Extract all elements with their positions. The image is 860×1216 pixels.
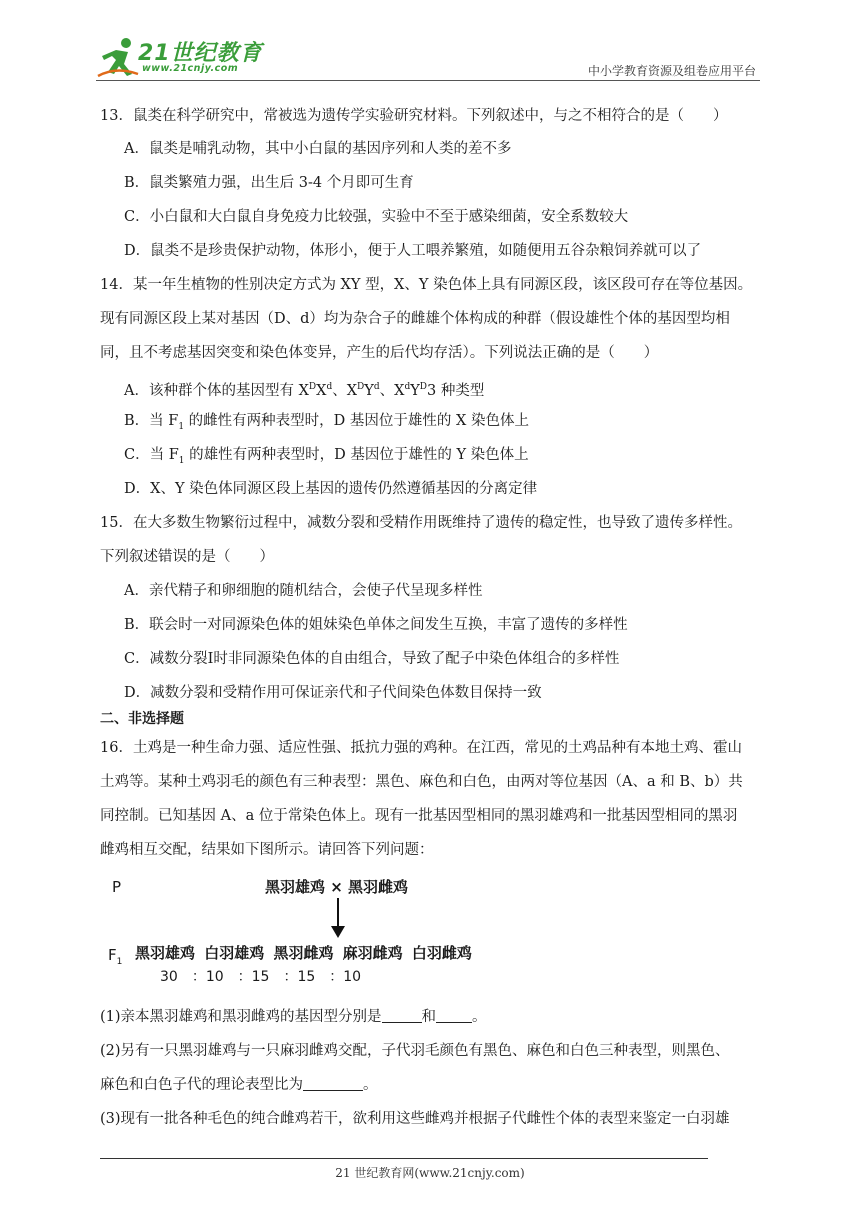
q16-sub2-line1: (2)另有一只黑羽雄鸡与一只麻羽雌鸡交配，子代羽毛颜色有黑色、麻色和白色三种表型，则黑色、 bbox=[100, 1043, 730, 1059]
q15-option-c: C．减数分裂Ⅰ时非同源染色体的自由组合，导致了配子中染色体组合的多样性 bbox=[124, 651, 620, 667]
q15-option-d: D．减数分裂和受精作用可保证亲代和子代间染色体数目保持一致 bbox=[124, 685, 542, 701]
q13-option-c: C．小白鼠和大白鼠自身免疫力比较强，实验中不至于感染细菌，安全系数较大 bbox=[124, 209, 629, 225]
cross-diagram bbox=[100, 870, 560, 990]
q14-option-a: A．该种群个体的基因型有 $X^DX^d$、$X^DY^d$、$X^dY^D3$ 种类型 bbox=[124, 382, 485, 399]
logo-text: 21世纪教育 bbox=[138, 41, 263, 66]
q14-stem-line2: 现有同源区段上某对基因（D、d）均为杂合子的雌雄个体构成的种群（假设雄性个体的基因型均相 bbox=[100, 311, 730, 327]
q15-stem-line2: 下列叙述错误的是（ ） bbox=[100, 549, 274, 565]
parent-cross: 黑羽雄鸡 × 黑羽雌鸡 bbox=[265, 878, 409, 896]
section-heading: 二、非选择题 bbox=[100, 711, 184, 727]
platform-label: 中小学教育资源及组卷应用平台 bbox=[587, 64, 756, 78]
q15-option-b: B．联会时一对同源染色体的姐妹染色单体之间发生互换，丰富了遗传的多样性 bbox=[124, 617, 628, 633]
f1-ratio: 30 ：10 ：15 ：15 ：10 bbox=[160, 969, 362, 985]
footer-divider bbox=[100, 1158, 708, 1159]
answer-blank[interactable] bbox=[382, 1008, 422, 1023]
f1-label: $F_1$ bbox=[108, 946, 123, 967]
q15-stem-line1: 15．在大多数生物繁衍过程中，减数分裂和受精作用既维持了遗传的稳定性，也导致了遗传多样性。 bbox=[100, 515, 742, 531]
q13-stem: 13．鼠类在科学研究中，常被选为遗传学实验研究材料。下列叙述中，与之不相符合的是（ ） bbox=[100, 108, 728, 124]
f1-phenotypes: 黑羽雄鸡 白羽雄鸡 黑羽雌鸡 麻羽雌鸡 白羽雌鸡 bbox=[135, 944, 472, 962]
page-header bbox=[96, 34, 760, 82]
q16-stem-line1: 16．土鸡是一种生命力强、适应性强、抵抗力强的鸡种。在江西，常见的土鸡品种有本地土鸡、霍山 bbox=[100, 740, 742, 756]
header-divider bbox=[96, 80, 760, 81]
logo-url: www.21cnjy.com bbox=[142, 63, 239, 74]
parent-label: P bbox=[112, 878, 122, 896]
q14-option-d: D．X、Y 染色体同源区段上基因的遗传仍然遵循基因的分离定律 bbox=[124, 481, 538, 497]
answer-blank[interactable] bbox=[303, 1076, 363, 1091]
q16-sub3-line1: (3)现有一批各种毛色的纯合雌鸡若干，欲利用这些雌鸡并根据子代雌性个体的表型来鉴定一白羽雄 bbox=[100, 1111, 730, 1127]
site-logo bbox=[96, 34, 266, 82]
answer-blank[interactable] bbox=[436, 1008, 472, 1023]
q13-option-b: B．鼠类繁殖力强，出生后 3-4 个月即可生育 bbox=[124, 175, 414, 191]
q15-option-a: A．亲代精子和卵细胞的随机结合，会使子代呈现多样性 bbox=[124, 583, 483, 599]
runner-logo-icon bbox=[96, 36, 140, 80]
down-arrow-icon bbox=[328, 898, 348, 940]
q16-stem-line4: 雌鸡相互交配，结果如下图所示。请回答下列问题： bbox=[100, 842, 434, 858]
q14-option-b: B．当 $F_1$ 的雌性有两种表型时，D 基因位于雄性的 X 染色体上 bbox=[124, 413, 529, 432]
q14-option-c: C．当 $F_1$ 的雄性有两种表型时，D 基因位于雄性的 Y 染色体上 bbox=[124, 447, 529, 466]
q14-stem-line3: 同，且不考虑基因突变和染色体变异，产生的后代均存活）。下列说法正确的是（ ） bbox=[100, 345, 659, 361]
page-footer: 21 世纪教育网(www.21cnjy.com) bbox=[335, 1166, 525, 1180]
q13-option-a: A．鼠类是哺乳动物，其中小白鼠的基因序列和人类的差不多 bbox=[124, 141, 512, 157]
q16-stem-line3: 同控制。已知基因 A、a 位于常染色体上。现有一批基因型相同的黑羽雄鸡和一批基因型相同的黑羽 bbox=[100, 808, 738, 824]
q13-option-d: D．鼠类不是珍贵保护动物，体形小，便于人工喂养繁殖，如随便用五谷杂粮饲养就可以了 bbox=[124, 243, 702, 259]
q14-stem-line1: 14．某一年生植物的性别决定方式为 XY 型，X、Y 染色体上具有同源区段，该区段可存在等位基因。 bbox=[100, 277, 753, 293]
q16-stem-line2: 土鸡等。某种土鸡羽毛的颜色有三种表型：黑色、麻色和白色，由两对等位基因（A、a 和 B、b）共 bbox=[100, 774, 743, 790]
q16-sub1: (1)亲本黑羽雄鸡和黑羽雌鸡的基因型分别是 和 。 bbox=[100, 1009, 487, 1025]
q16-sub2-line2: 麻色和白色子代的理论表型比为 。 bbox=[100, 1077, 378, 1093]
